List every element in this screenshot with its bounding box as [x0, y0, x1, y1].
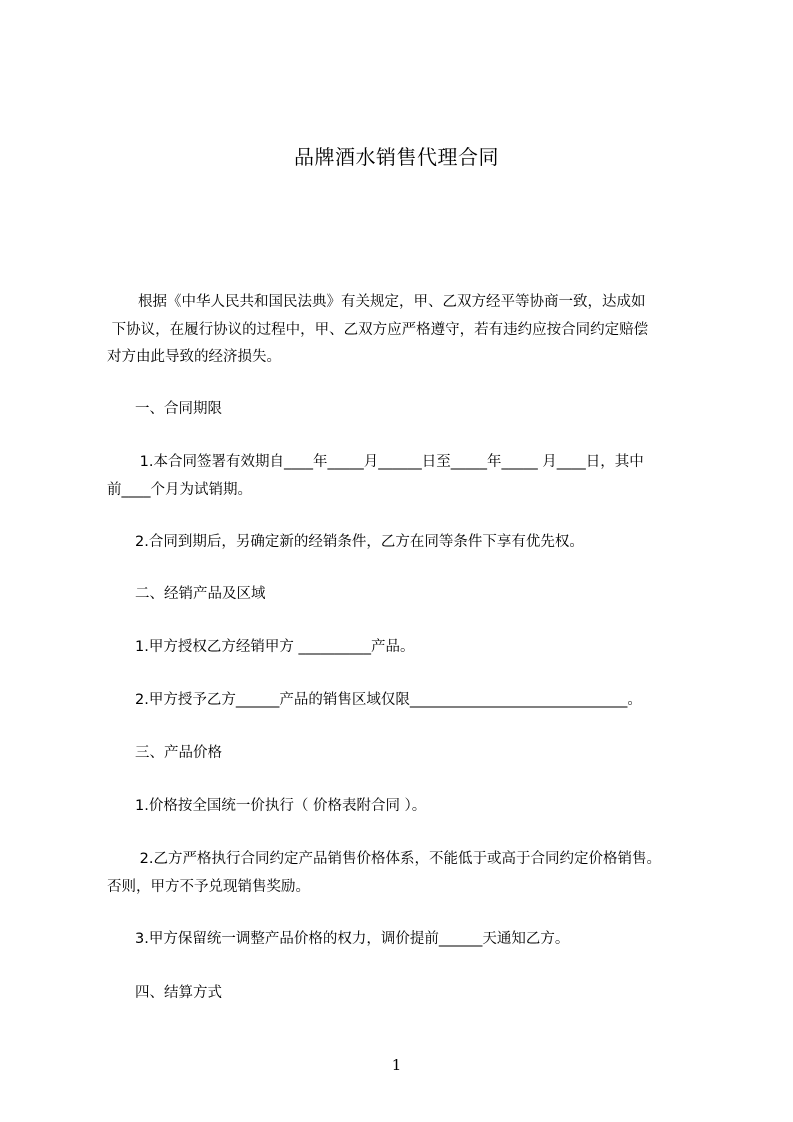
clause-3-1: 1.价格按全国统一价执行（ 价格表附合同 ）。	[135, 798, 427, 814]
section-heading-contract-term: 一、合同期限	[135, 401, 222, 417]
clause-1-2: 2.合同到期后，另确定新的经销条件，乙方在同等条件下享有优先权。	[135, 534, 584, 550]
clause-1-1-line-1: 1.本合同签署有效期自____年_____月______日至_____年_____ 月____日，其中	[135, 454, 644, 470]
intro-paragraph-line-2: 下协议，在履行协议的过程中，甲、乙双方应严格遵守，若有违约应按合同约定赔偿	[107, 322, 649, 338]
clause-1-1-line-2: 前____个月为试销期。	[107, 482, 252, 498]
clause-3-3: 3.甲方保留统一调整产品价格的权力，调价提前______天通知乙方。	[135, 931, 570, 947]
section-heading-products-region: 二、经销产品及区域	[135, 586, 266, 602]
clause-3-2-line-2: 否则，甲方不予兑现销售奖励。	[107, 879, 310, 895]
intro-paragraph-line-3: 对方由此导致的经济损失。	[107, 349, 281, 365]
section-heading-settlement: 四、结算方式	[135, 985, 222, 1001]
section-heading-product-price: 三、产品价格	[135, 745, 222, 761]
clause-2-2: 2.甲方授予乙方______产品的销售区域仅限______________________________。	[135, 692, 642, 708]
clause-2-1: 1.甲方授权乙方经销甲方 __________产品。	[135, 639, 415, 655]
document-title: 品牌酒水销售代理合同	[294, 145, 499, 169]
intro-paragraph-line-1: 根据《中华人民共和国民法典》有关规定，甲、乙双方经平等协商一致，达成如	[138, 294, 646, 310]
clause-3-2-line-1: 2.乙方严格执行合同约定产品销售价格体系，不能低于或高于合同约定价格销售。	[135, 851, 661, 867]
page-number: 1	[391, 1056, 402, 1074]
